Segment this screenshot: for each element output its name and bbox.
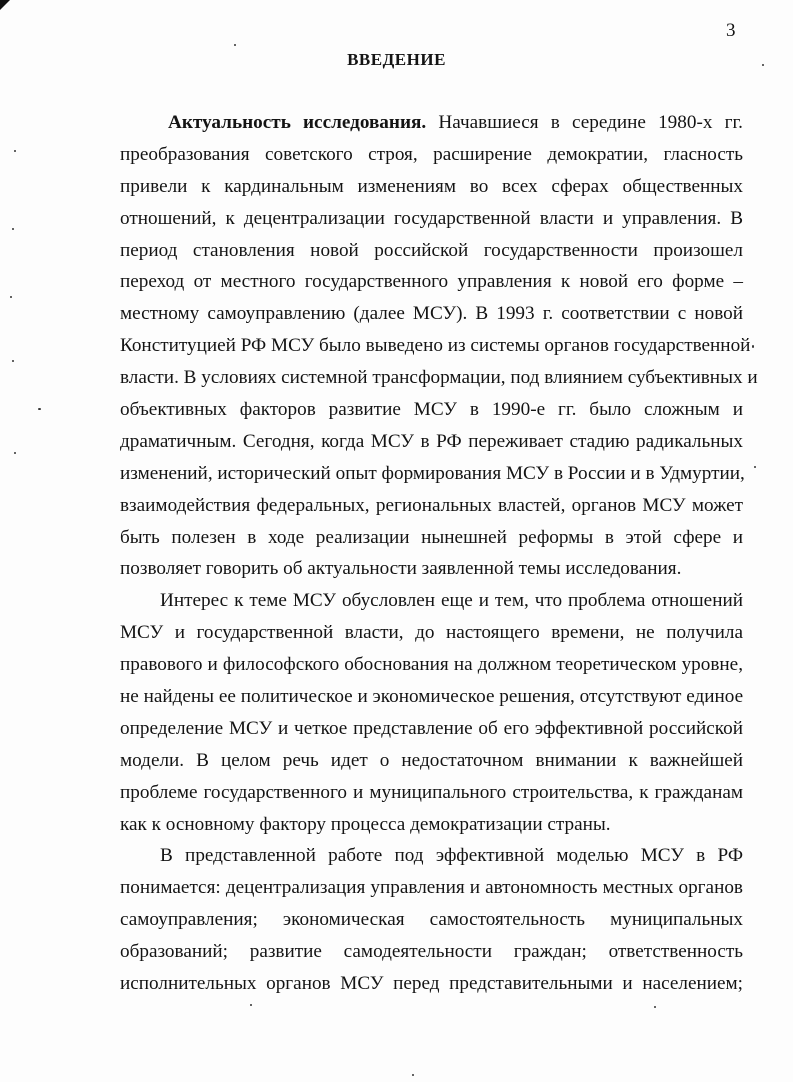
text-line: определение МСУ и четкое представление об его эффективной российской <box>120 717 743 739</box>
text-line: привели к кардинальным изменениям во всех сферах общественных <box>120 175 743 197</box>
text-line: проблеме государственного и муниципального строительства, к гражданам <box>120 781 743 803</box>
text-line: изменений, исторический опыт формирования МСУ в России и в Удмуртии, <box>120 462 745 484</box>
scan-speck <box>12 360 14 362</box>
scan-speck <box>250 1004 252 1006</box>
text-line: Конституцией РФ МСУ было выведено из системы органов государственной <box>120 335 751 357</box>
text-line: модели. В целом речь идет о недостаточном внимании к важнейшей <box>120 749 743 771</box>
text-line: период становления новой российской государственности произошел <box>120 239 743 261</box>
scan-speck <box>10 296 12 298</box>
text-line: не найдены ее политическое и экономическое решения, отсутствуют единое <box>120 686 744 708</box>
lead-bold-text: Актуальность исследования. <box>168 112 427 133</box>
text-line: правового и философского обоснования на должном теоретическом уровне, <box>120 654 743 676</box>
page-number: 3 <box>726 20 736 41</box>
scan-corner-mark <box>0 0 10 10</box>
lead-rest-text: Начавшиеся в середине 1980-х гг. <box>438 112 743 133</box>
paragraph-1-lead <box>120 107 743 139</box>
text-line: переход от местного государственного управления к новой его форме – <box>120 271 743 293</box>
text-line: быть полезен в ходе реализации нынешней реформы в этой сфере и <box>120 526 743 548</box>
text-line: объективных факторов развитие МСУ в 1990-е гг. было сложным и <box>120 399 743 421</box>
section-heading: ВВЕДЕНИЕ <box>347 50 446 69</box>
document-body <box>120 107 758 1000</box>
text-line: отношений, к децентрализации государственной власти и управления. В <box>120 207 743 229</box>
text-line: власти. В условиях системной трансформации, под влиянием субъективных и <box>120 367 758 389</box>
scan-speck <box>654 1006 656 1008</box>
scan-speck <box>762 64 764 66</box>
text-line: самоуправления; экономическая самостоятельность муниципальных <box>120 909 743 931</box>
text-line: исполнительных органов МСУ перед представительными и населением; <box>120 973 743 995</box>
paragraph-3-first-line: В представленной работе под эффективной моделью МСУ в РФ <box>160 845 743 867</box>
text-line: местному самоуправлению (далее МСУ). В 1993 г. соответствии с новой <box>120 303 743 325</box>
scan-speck <box>752 345 754 348</box>
scan-speck <box>38 408 41 410</box>
scan-speck <box>14 150 16 152</box>
paragraph-2-first-line: Интерес к теме МСУ обусловлен еще и тем, что проблема отношений <box>160 590 743 612</box>
text-line: МСУ и государственной власти, до настоящего времени, не получила <box>120 622 743 644</box>
text-line: образований; развитие самодеятельности граждан; ответственность <box>120 941 743 963</box>
text-line: как к основному фактору процесса демократизации страны. <box>120 813 611 835</box>
text-line: позволяет говорить об актуальности заявленной темы исследования. <box>120 558 682 580</box>
text-line: понимается: децентрализация управления и автономность местных органов <box>120 877 743 899</box>
scan-speck <box>754 466 756 468</box>
text-line: преобразования советского строя, расширение демократии, гласность <box>120 143 743 165</box>
text-line: взаимодействия федеральных, региональных властей, органов МСУ может <box>120 494 743 516</box>
text-line: драматичным. Сегодня, когда МСУ в РФ переживает стадию радикальных <box>120 430 743 452</box>
scan-speck <box>234 44 236 46</box>
scan-speck <box>12 228 14 230</box>
scan-speck <box>14 452 16 454</box>
scan-speck <box>412 1074 414 1076</box>
